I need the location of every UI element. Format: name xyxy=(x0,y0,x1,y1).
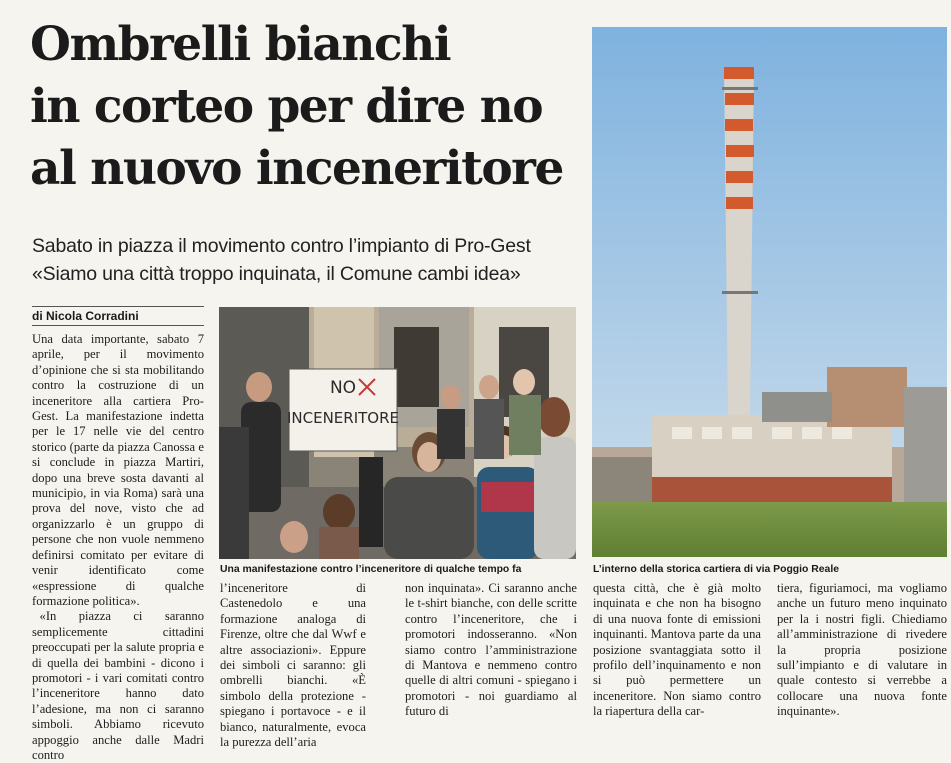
article-column-3 xyxy=(405,581,577,719)
article-column-1 xyxy=(32,332,204,762)
paragraph: non inquinata». Ci saranno anche le t-shirt bianche, con delle scritte contro l’inceneritore, che i promotori indosseranno. «Non siamo contro l’amministrazione di Mantova e nemmeno contro quelle di altri comuni - spiegano i promotori - noi guardiamo al futuro di xyxy=(405,581,577,719)
protest-sign-text: INCENERITORE xyxy=(286,409,400,427)
byline: di Nicola Corradini xyxy=(32,306,204,326)
factory-photo xyxy=(592,27,947,557)
headline-line-2: in corteo per dire no xyxy=(30,79,543,134)
headline-line-1: Ombrelli bianchi xyxy=(30,17,451,72)
paragraph: tiera, figuriamoci, ma vogliamo anche un futuro meno inquinato per la i nostri figli. Chiediamo all’amministrazione di rivedere la propria posizione sull’impianto e di valutare in quale contesto si verrebbe a collocare una nuova fonte inquinante». xyxy=(777,581,947,719)
demonstration-photo xyxy=(219,307,576,559)
paragraph: questa città, che è già molto inquinata e che non ha bisogno di una nuova fonte di emissioni inquinanti. Mantova parte da una posizione svantaggiata sotto il profilo dell’inquinamento e non si può permettere un inceneritore. Non siamo contro la riapertura della car- xyxy=(593,581,761,719)
article-subheadline xyxy=(32,232,592,288)
article-headline xyxy=(30,14,590,200)
paragraph: Una data importante, sabato 7 aprile, per il movimento d’opinione che si sta mobilitando contro la costruzione di un inceneritore alla cartiera Pro-Gest. La manifestazione indetta per le 17 nelle vie del centro storico (parte da piazza Canossa e si conclude in piazza Martiri, dopo una breve sosta davanti al municipio, in via Roma) sarà una prova del nove, visto che ad organizzarlo è un gruppo di persone che non vuole nemmeno definirsi comitato per evitare di venir identificato come «espressione di qualche formazione politica». xyxy=(32,332,204,608)
subhead-line-2: «Siamo una città troppo inquinata, il Comune cambi idea» xyxy=(32,263,521,285)
subhead-line-1: Sabato in piazza il movimento contro l’impianto di Pro-Gest xyxy=(32,235,531,257)
paragraph: «In piazza ci saranno semplicemente cittadini preoccupati per la salute propria e di quella dei bambini - dicono i promotori - i vari comitati contro l’inceneritore hanno dato l’adesione, ma non ci saranno simboli. Abbiamo ricevuto appoggio anche dalle Madri contro xyxy=(32,609,204,762)
protest-sign-text: NO xyxy=(329,378,357,398)
photo-caption: Una manifestazione contro l’inceneritore di qualche tempo fa xyxy=(220,564,522,575)
headline-line-3: al nuovo inceneritore xyxy=(30,141,563,196)
article-column-5 xyxy=(777,581,947,719)
article-column-4 xyxy=(593,581,761,719)
paragraph: l’inceneritore di Castenedolo e una formazione analoga di Firenze, oltre che dal Wwf e altre associazioni». Eppure dei simboli ci saranno: gli ombrelli bianchi. «È simbolo della protezione - spiegano i portavoce - e il bianco, naturalmente, evoca la purezza dell’aria xyxy=(220,581,366,750)
article-column-2 xyxy=(220,581,366,750)
photo-caption: L’interno della storica cartiera di via Poggio Reale xyxy=(593,564,839,575)
